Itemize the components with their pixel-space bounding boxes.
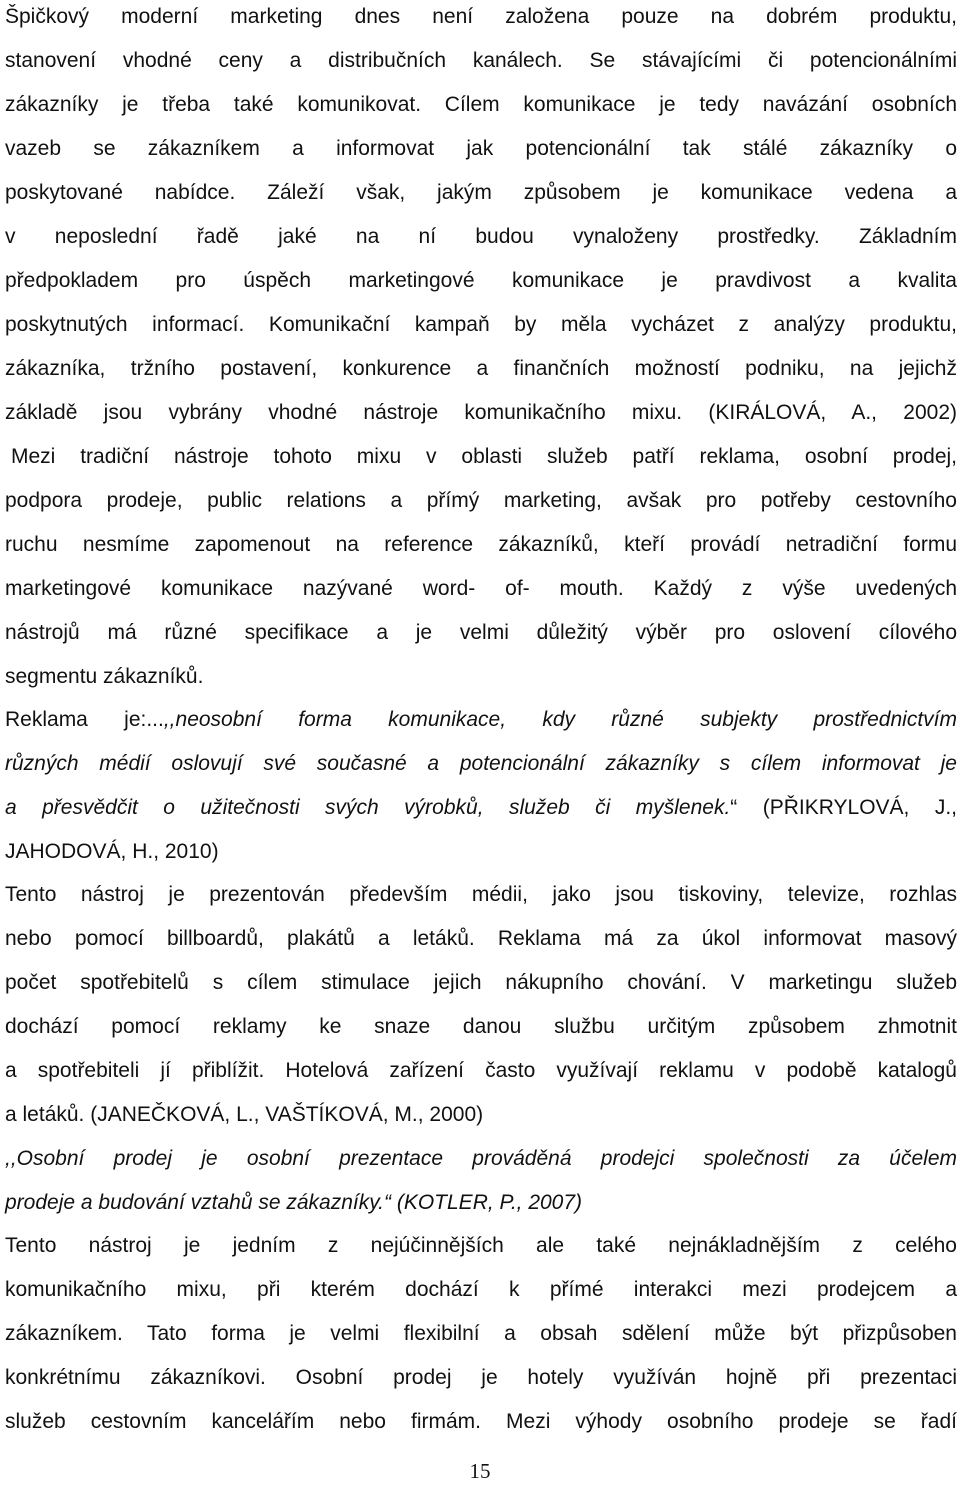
text-line: dochází pomocí reklamy ke snaze danou službu určitým způsobem zhmotnit [5, 1015, 957, 1038]
text-line: a spotřebiteli jí přiblížit. Hotelová zařízení často využívají reklamu v podobě katalogů [5, 1059, 957, 1082]
reklama-citation-line [5, 793, 957, 823]
text-line: a letáků. (JANEČKOVÁ, L., VAŠTÍKOVÁ, M., 2000) [5, 1103, 484, 1126]
text-line: vazeb se zákazníkem a informovat jak potencionální tak stálé zákazníky o [5, 137, 957, 160]
reklama-prefix: Reklama je:... [5, 708, 164, 731]
text-line: Mezi tradiční nástroje tohoto mixu v oblasti služeb patří reklama, osobní prodej, [11, 445, 957, 468]
text-line: konkrétnímu zákazníkovi. Osobní prodej je hotely využíván hojně při prezentaci [5, 1366, 957, 1389]
text-line: JAHODOVÁ, H., 2010) [5, 840, 219, 863]
text-line: poskytované nabídce. Záleží však, jakým způsobem je komunikace vedena a [5, 181, 957, 204]
text-line: předpokladem pro úspěch marketingové komunikace je pravdivost a kvalita [5, 269, 957, 292]
text-line: ,,Osobní prodej je osobní prezentace prováděná prodejci společnosti za účelem [5, 1147, 957, 1170]
text-line: nástrojů má různé specifikace a je velmi důležitý výběr pro oslovení cílového [5, 621, 957, 644]
text-line: Tento nástroj je prezentován především médii, jako jsou tiskoviny, televize, rozhlas [5, 883, 957, 906]
reklama-quote-end: a přesvědčit o užitečnosti svých výrobků, služeb či myšlenek. [5, 796, 731, 819]
reklama-definition-line [5, 705, 957, 735]
text-line: marketingové komunikace nazývané word- of- mouth. Každý z výše uvedených [5, 577, 957, 600]
kotler-citation-line: prodeje a budování vztahů se zákazníky.“ (KOTLER, P., 2007) [5, 1191, 583, 1214]
text-line: zákazníky je třeba také komunikovat. Cílem komunikace je tedy navázání osobních [5, 93, 957, 116]
text-line: zákazníkem. Tato forma je velmi flexibilní a obsah sdělení může být přizpůsoben [5, 1322, 957, 1345]
text-line: podpora prodeje, public relations a přímý marketing, avšak pro potřeby cestovního [5, 489, 957, 512]
text-line: zákazníka, tržního postavení, konkurence a finančních možností podniku, na jejichž [5, 357, 957, 380]
text-line: komunikačního mixu, při kterém dochází k přímé interakci mezi prodejcem a [5, 1278, 957, 1301]
text-line: nebo pomocí billboardů, plakátů a letáků. Reklama má za úkol informovat masový [5, 927, 957, 950]
reklama-quote: ,,neosobní forma komunikace, kdy různé subjekty prostřednictvím [163, 708, 957, 731]
text-line: základě jsou vybrány vhodné nástroje komunikačního mixu. (KIRÁLOVÁ, A., 2002) [5, 401, 957, 424]
text-line: služeb cestovním kancelářím nebo firmám. Mezi výhody osobního prodeje se řadí [5, 1410, 957, 1433]
text-line: počet spotřebitelů s cílem stimulace jejich nákupního chování. V marketingu služeb [5, 971, 957, 994]
text-line: v neposlední řadě jaké na ní budou vynaloženy prostředky. Základním [5, 225, 957, 248]
text-line: ruchu nesmíme zapomenout na reference zákazníků, kteří provádí netradiční formu [5, 533, 957, 556]
text-line: Tento nástroj je jedním z nejúčinnějších ale také nejnákladnějším z celého [5, 1234, 957, 1257]
text-line: Špičkový moderní marketing dnes není založena pouze na dobrém produktu, [5, 5, 957, 28]
page-number: 15 [469, 1459, 491, 1483]
text-line: různých médií oslovují své současné a potencionální zákazníky s cílem informovat je [5, 752, 957, 775]
reklama-citation: “ (PŘIKRYLOVÁ, J., [730, 796, 957, 819]
text-line: segmentu zákazníků. [5, 665, 204, 688]
text-line: poskytnutých informací. Komunikační kampaň by měla vycházet z analýzy produktu, [5, 313, 957, 336]
text-line: stanovení vhodné ceny a distribučních kanálech. Se stávajícími či potencionálními [5, 49, 957, 72]
